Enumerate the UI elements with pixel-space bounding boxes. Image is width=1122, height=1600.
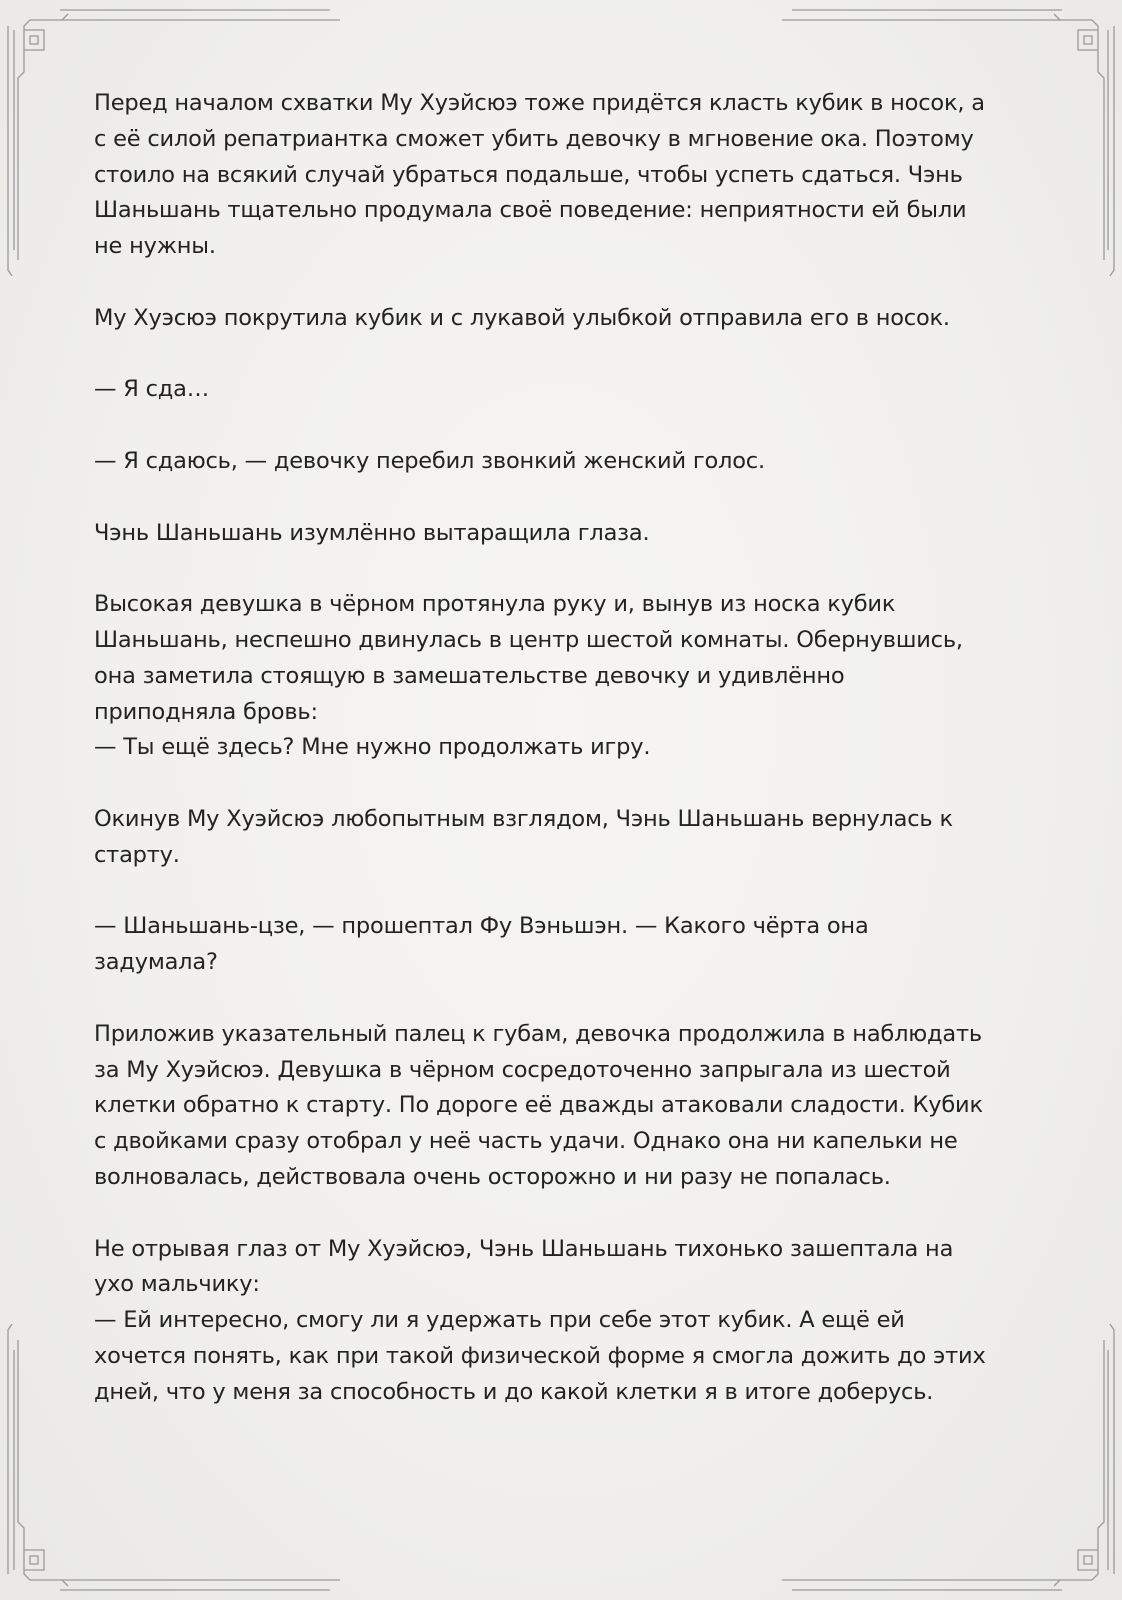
text-line: Перед началом схватки Му Хуэйсюэ тоже придётся класть кубик в носок, а [94, 90, 985, 116]
paragraph [94, 301, 1034, 337]
text-line: за Му Хуэйсюэ. Девушка в чёрном сосредоточенно запрыгала из шестой [94, 1056, 951, 1083]
text-line: клетки обратно к старту. По дороге её дважды атаковали сладости. Кубик [94, 1092, 983, 1119]
text-line: Не отрывая глаз от Му Хуэйсюэ, Чэнь Шаньшань тихонько зашептала на [94, 1235, 954, 1262]
text-line: задумала? [94, 949, 218, 976]
text-line: Чэнь Шаньшань изумлённо вытаращила глаза. [94, 519, 650, 546]
paragraph [94, 444, 1034, 480]
document-body [94, 86, 1034, 1446]
text-line: — Ей интересно, смогу ли я удержать при себе этот кубик. А ещё ей [94, 1307, 905, 1334]
text-line: она заметила стоящую в замешательстве девочку и удивлённо [94, 662, 845, 689]
text-line: Приложив указательный палец к губам, девочка продолжила в наблюдать [94, 1020, 982, 1047]
text-line: Шаньшань, неспешно двинулась в центр шестой комнаты. Обернувшись, [94, 626, 963, 653]
paragraph [94, 1017, 1034, 1196]
text-line: с двойками сразу отобрал у неё часть удачи. Однако она ни капельки не [94, 1128, 958, 1155]
text-line: дней, что у меня за способность и до какой клетки я в итоге доберусь. [94, 1378, 934, 1405]
text-line: старту. [94, 841, 180, 868]
text-line: — Ты ещё здесь? Мне нужно продолжать игру. [94, 734, 651, 761]
text-line: Окинув Му Хуэйсюэ любопытным взглядом, Чэнь Шаньшань вернулась к [94, 805, 953, 832]
text-line: приподняла бровь: [94, 698, 318, 725]
text-line: Му Хуэсюэ покрутила кубик и с лукавой улыбкой отправила его в носок. [94, 304, 950, 331]
paragraph [94, 909, 1034, 981]
text-line: с её силой репатриантка сможет убить девочку в мгновение ока. Поэтому [94, 125, 974, 152]
text-line: — Я сдаюсь, — девочку перебил звонкий женский голос. [94, 447, 765, 474]
text-line: волновалась, действовала очень осторожно и ни разу не попалась. [94, 1163, 891, 1190]
text-line: Шаньшань тщательно продумала своё поведение: неприятности ей были [94, 197, 967, 224]
paragraph [94, 587, 1034, 766]
text-line: не нужны. [94, 233, 216, 260]
text-line: хочется понять, как при такой физической форме я смогла дожить до этих [94, 1342, 986, 1369]
text-line: стоило на всякий случай убраться подальше, чтобы успеть сдаться. Чэнь [94, 161, 963, 188]
text-line: ухо мальчику: [94, 1271, 260, 1298]
text-line: — Шаньшань-цзе, — прошептал Фу Вэньшэн. — Какого чёрта она [94, 913, 869, 940]
paragraph [94, 86, 1034, 265]
text-line: — Я сда… [94, 376, 210, 403]
text-line: Высокая девушка в чёрном протянула руку и, вынув из носка кубик [94, 591, 896, 618]
paragraph [94, 802, 1034, 874]
paragraph [94, 1232, 1034, 1411]
paragraph [94, 516, 1034, 552]
paragraph [94, 372, 1034, 408]
